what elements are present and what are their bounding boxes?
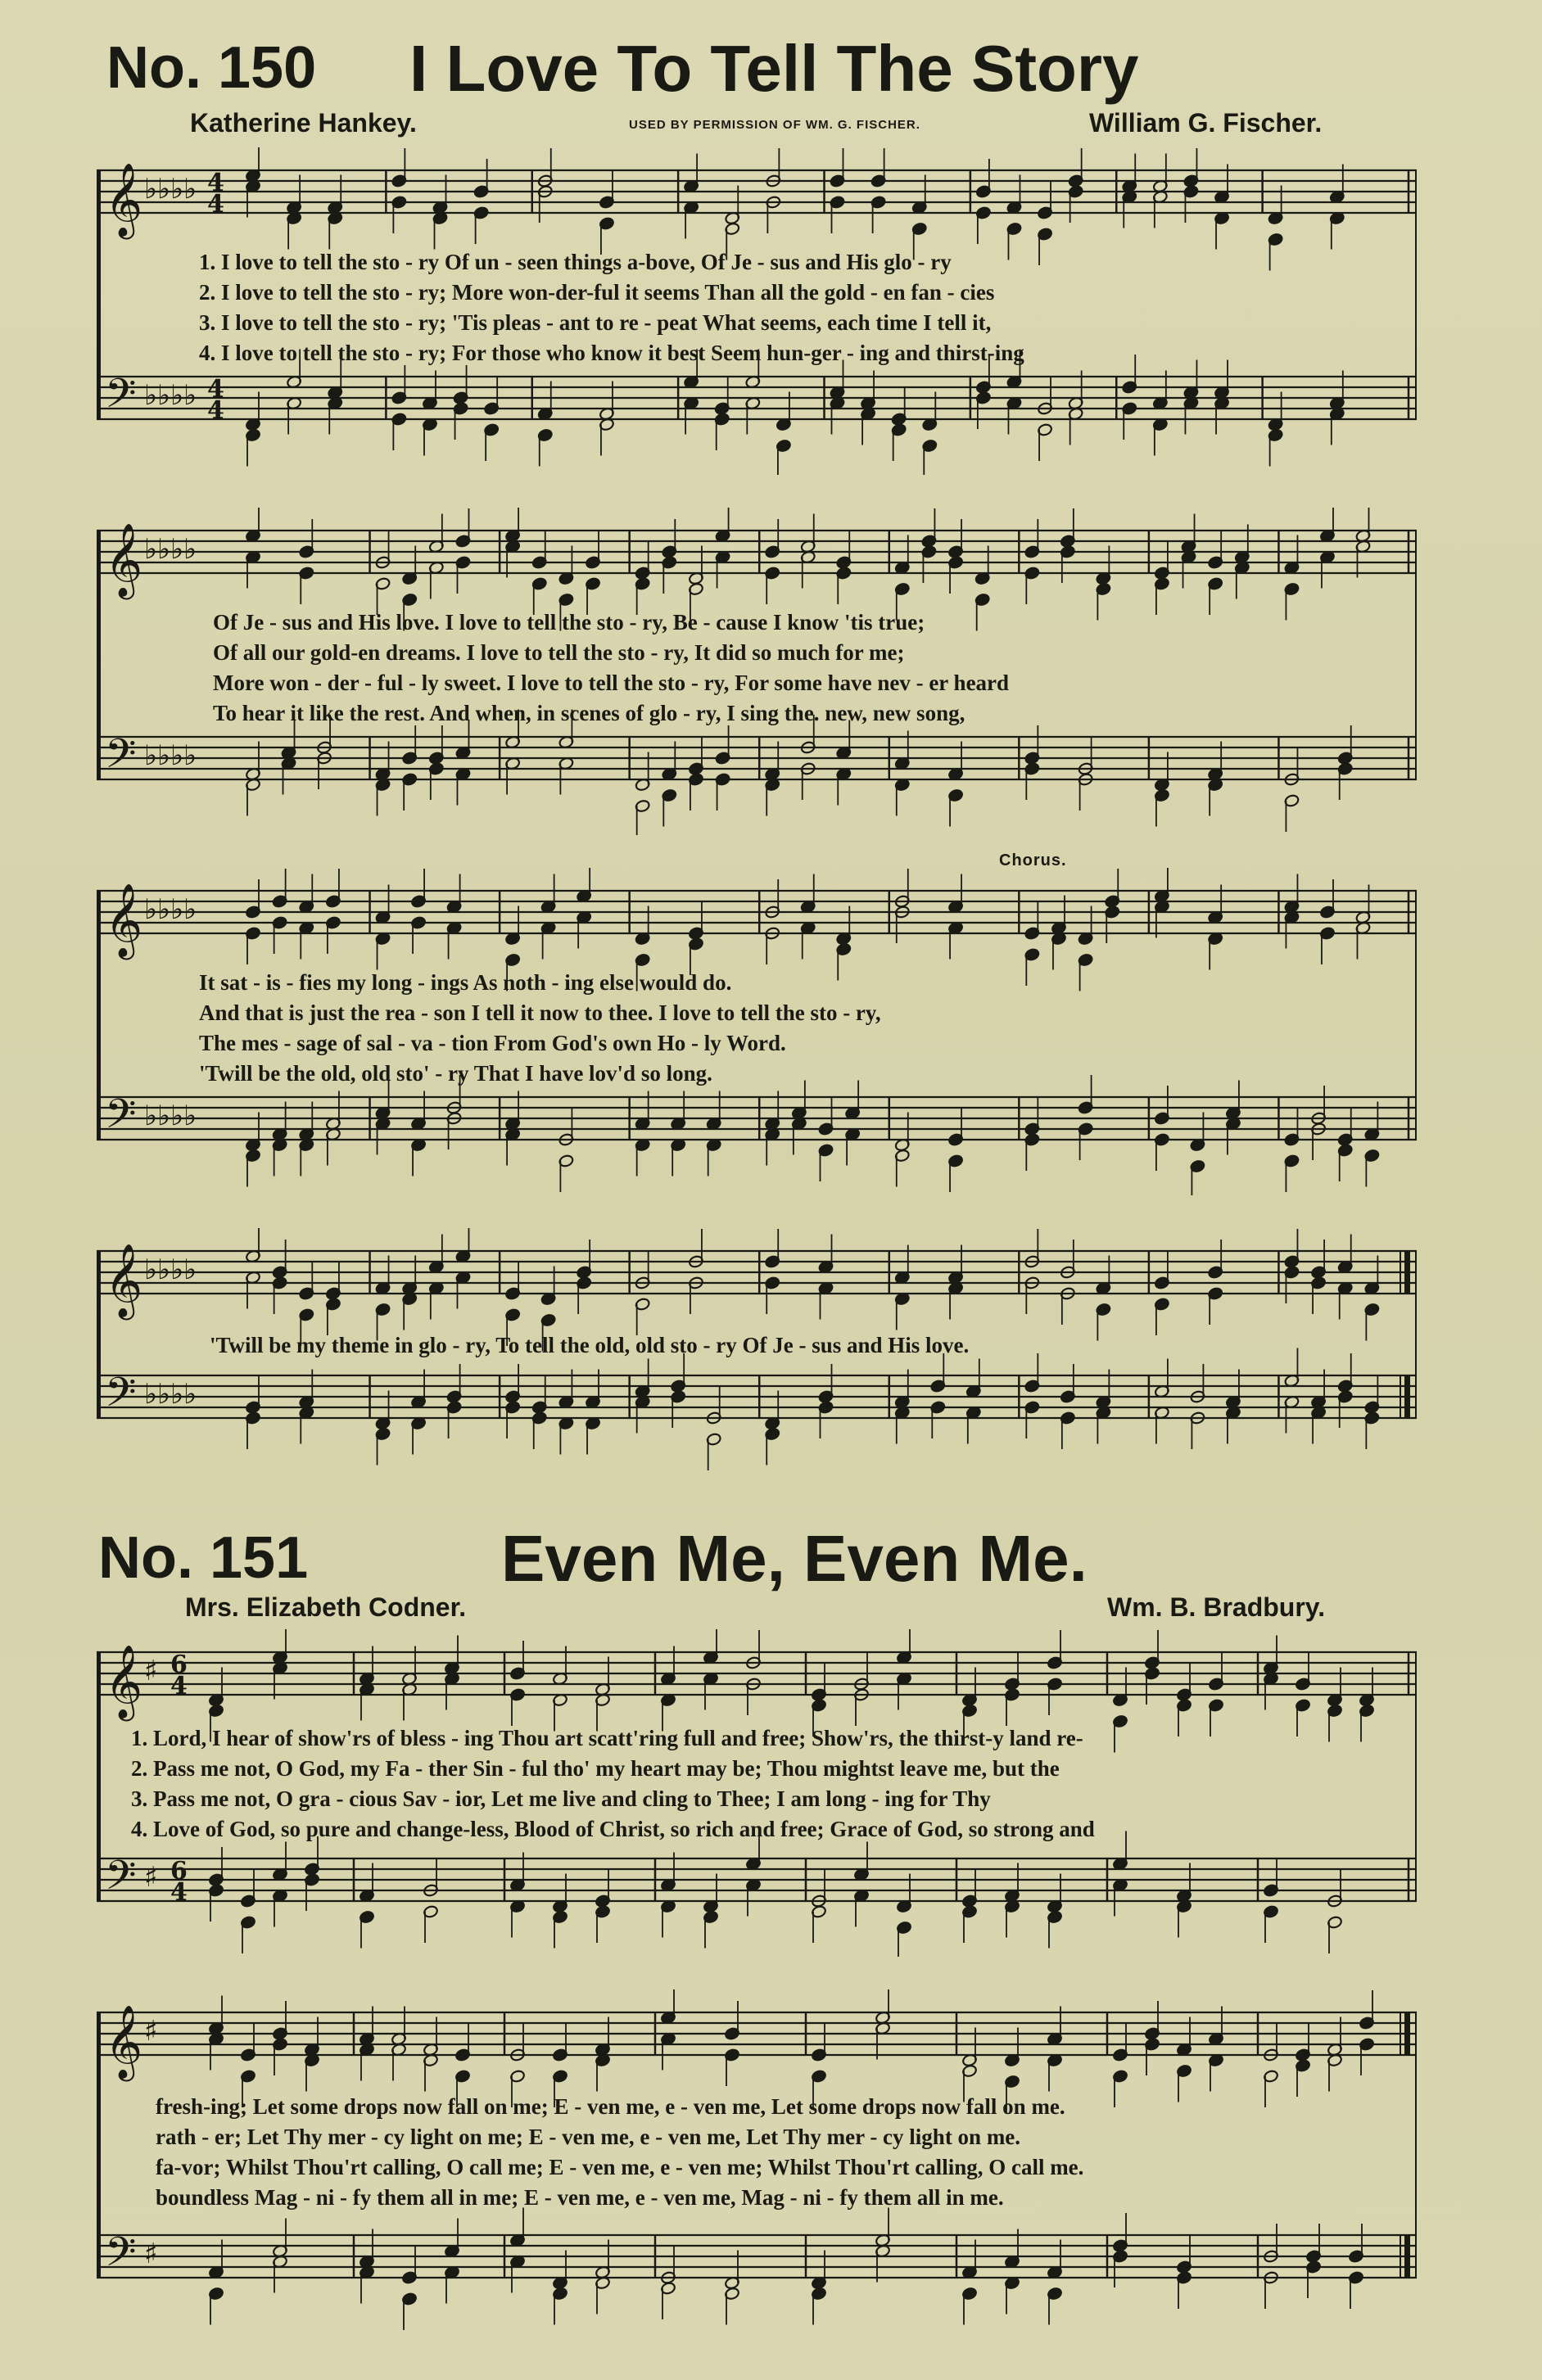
lyric-line: It sat - is - fies my long - ings As noth - ing else would do.: [199, 970, 732, 995]
hymn-151-number: No. 151: [98, 1525, 309, 1591]
lyric-line: 3. I love to tell the sto - ry; 'Tis pleas - ant to re - peat What seems, each time I tell it,: [199, 310, 992, 335]
flat-icon: ♭♭♭♭: [144, 533, 197, 566]
flat-icon: ♭♭♭♭: [144, 893, 197, 926]
treble-clef-icon: 𝄞: [105, 523, 143, 597]
hymn-150-system-4: [97, 1228, 1417, 1474]
hymn-150-lyrics-3: [97, 968, 1519, 1089]
bass-clef-icon: 𝄢: [105, 1852, 137, 1909]
time-signature: 4: [207, 169, 224, 197]
treble-clef-icon: 𝄞: [105, 883, 143, 957]
hymn-150-system-3: [97, 868, 1417, 1195]
treble-clef-icon: 𝄞: [105, 163, 143, 237]
lyric-line: rath - er; Let Thy mer - cy light on me; E - ven me, e - ven me, Let Thy mer - cy light on me.: [156, 2125, 1021, 2149]
time-signature: 4: [207, 396, 224, 425]
lyric-line: Of all our gold-en dreams. I love to tell the sto - ry, It did so much for me;: [213, 640, 905, 665]
treble-clef-icon: 𝄞: [105, 1244, 143, 1317]
hymn-150-composer: William G. Fischer.: [1089, 108, 1323, 138]
hymn-150-system-2: [97, 508, 1417, 835]
lyric-line: 2. I love to tell the sto - ry; More won-der-ful it seems Than all the gold - en fan - cies: [199, 280, 995, 305]
hymn-150-lyrics-2: [97, 607, 1533, 729]
sharp-icon: ♯: [144, 2238, 158, 2270]
treble-clef-icon: 𝄞: [105, 2005, 143, 2079]
time-signature: 6: [170, 1651, 188, 1679]
time-signature: 4: [207, 190, 224, 219]
lyric-line: fa-vor; Whilst Thou'rt calling, O call me; E - ven me, e - ven me; Whilst Thou'rt calling, O call me.: [156, 2155, 1084, 2179]
lyric-line: And that is just the rea - son I tell it now to thee. I love to tell the sto - ry,: [199, 1000, 881, 1025]
sharp-icon: ♯: [144, 1861, 158, 1894]
lyric-line: Of Je - sus and His love. I love to tell the sto - ry, Be - cause I know 'tis true;: [213, 610, 925, 635]
flat-icon: ♭♭♭♭: [144, 1100, 197, 1132]
hymn-150-lyrics-4: [97, 1330, 1530, 1361]
lyric-line: 'Twill be the old, old sto' - ry That I have lov'd so long.: [199, 1061, 712, 1086]
hymn-151-lyrics-1: [97, 1723, 1451, 1845]
bass-clef-icon: 𝄢: [105, 1369, 137, 1426]
lyric-line: 1. I love to tell the sto - ry Of un - seen things a-bove, Of Je - sus and His glo - ry: [199, 250, 952, 274]
chorus-label: Chorus.: [999, 851, 1067, 869]
sharp-icon: ♯: [144, 1655, 158, 1687]
hymn-150-lyrics-1: [97, 247, 1519, 368]
flat-icon: ♭♭♭♭: [144, 379, 197, 412]
time-signature: 4: [207, 375, 224, 404]
flat-icon: ♭♭♭♭: [144, 173, 197, 205]
time-signature: 4: [170, 1878, 188, 1907]
flat-icon: ♭♭♭♭: [144, 1378, 197, 1411]
hymn-150-number: No. 150: [106, 35, 317, 101]
bass-clef-icon: 𝄢: [105, 1091, 137, 1148]
bass-clef-icon: 𝄢: [105, 370, 137, 427]
hymn-150-title: I Love To Tell The Story: [409, 32, 1139, 105]
lyric-line: 1. Lord, I hear of show'rs of bless - ing Thou art scatt'ring full and free; Show'rs, the thirst-y land re-: [131, 1726, 1083, 1750]
lyric-line: To hear it like the rest. And when, in scenes of glo - ry, I sing the. new, new song,: [213, 701, 965, 725]
flat-icon: ♭♭♭♭: [144, 1253, 197, 1286]
sharp-icon: ♯: [144, 2015, 158, 2048]
time-signature: 6: [170, 1857, 188, 1885]
hymn-150-system-1: [97, 147, 1417, 475]
bass-clef-icon: 𝄢: [105, 730, 137, 788]
hymn-151-system-1: [97, 1629, 1417, 1957]
lyric-line: 4. Love of God, so pure and change-less, Blood of Christ, so rich and free; Grace of God, so strong and: [131, 1817, 1095, 1841]
hymn-151-title: Even Me, Even Me.: [501, 1522, 1088, 1595]
hymn-150-permission: USED BY PERMISSION OF WM. G. FISCHER.: [629, 118, 920, 132]
lyric-line: fresh-ing; Let some drops now fall on me; E - ven me, e - ven me, Let some drops now fall on me.: [156, 2094, 1065, 2119]
hymn-150-author: Katherine Hankey.: [190, 108, 417, 138]
lyric-line: 3. Pass me not, O gra - cious Sav - ior, Let me live and cling to Thee; I am long - ing for Thy: [131, 1786, 991, 1811]
hymn-151-author: Mrs. Elizabeth Codner.: [185, 1592, 467, 1622]
lyric-line: boundless Mag - ni - fy them all in me; E - ven me, e - ven me, Mag - ni - fy them all in me.: [156, 2185, 1004, 2210]
treble-clef-icon: 𝄞: [105, 1645, 143, 1718]
time-signature: 4: [170, 1672, 188, 1700]
hymn-151-lyrics-2: [97, 2092, 1476, 2213]
lyric-line: More won - der - ful - ly sweet. I love to tell the sto - ry, For some have nev - er heard: [213, 671, 1010, 695]
hymn-151-composer: Wm. B. Bradbury.: [1107, 1592, 1326, 1622]
lyric-line: 4. I love to tell the sto - ry; For those who know it best Seem hun-ger - ing and thirst-ing: [199, 341, 1024, 365]
flat-icon: ♭♭♭♭: [144, 739, 197, 772]
lyric-line: The mes - sage of sal - va - tion From God's own Ho - ly Word.: [199, 1031, 786, 1055]
lyric-line: 2. Pass me not, O God, my Fa - ther Sin - ful tho' my heart may be; Thou mightst leave me, but the: [131, 1756, 1060, 1781]
bass-clef-icon: 𝄢: [105, 2229, 137, 2286]
hymn-151-system-2: [97, 1989, 1417, 2333]
lyric-line: 'Twill be my theme in glo - ry, To tell the old, old sto - ry Of Je - sus and His love.: [210, 1333, 970, 1357]
